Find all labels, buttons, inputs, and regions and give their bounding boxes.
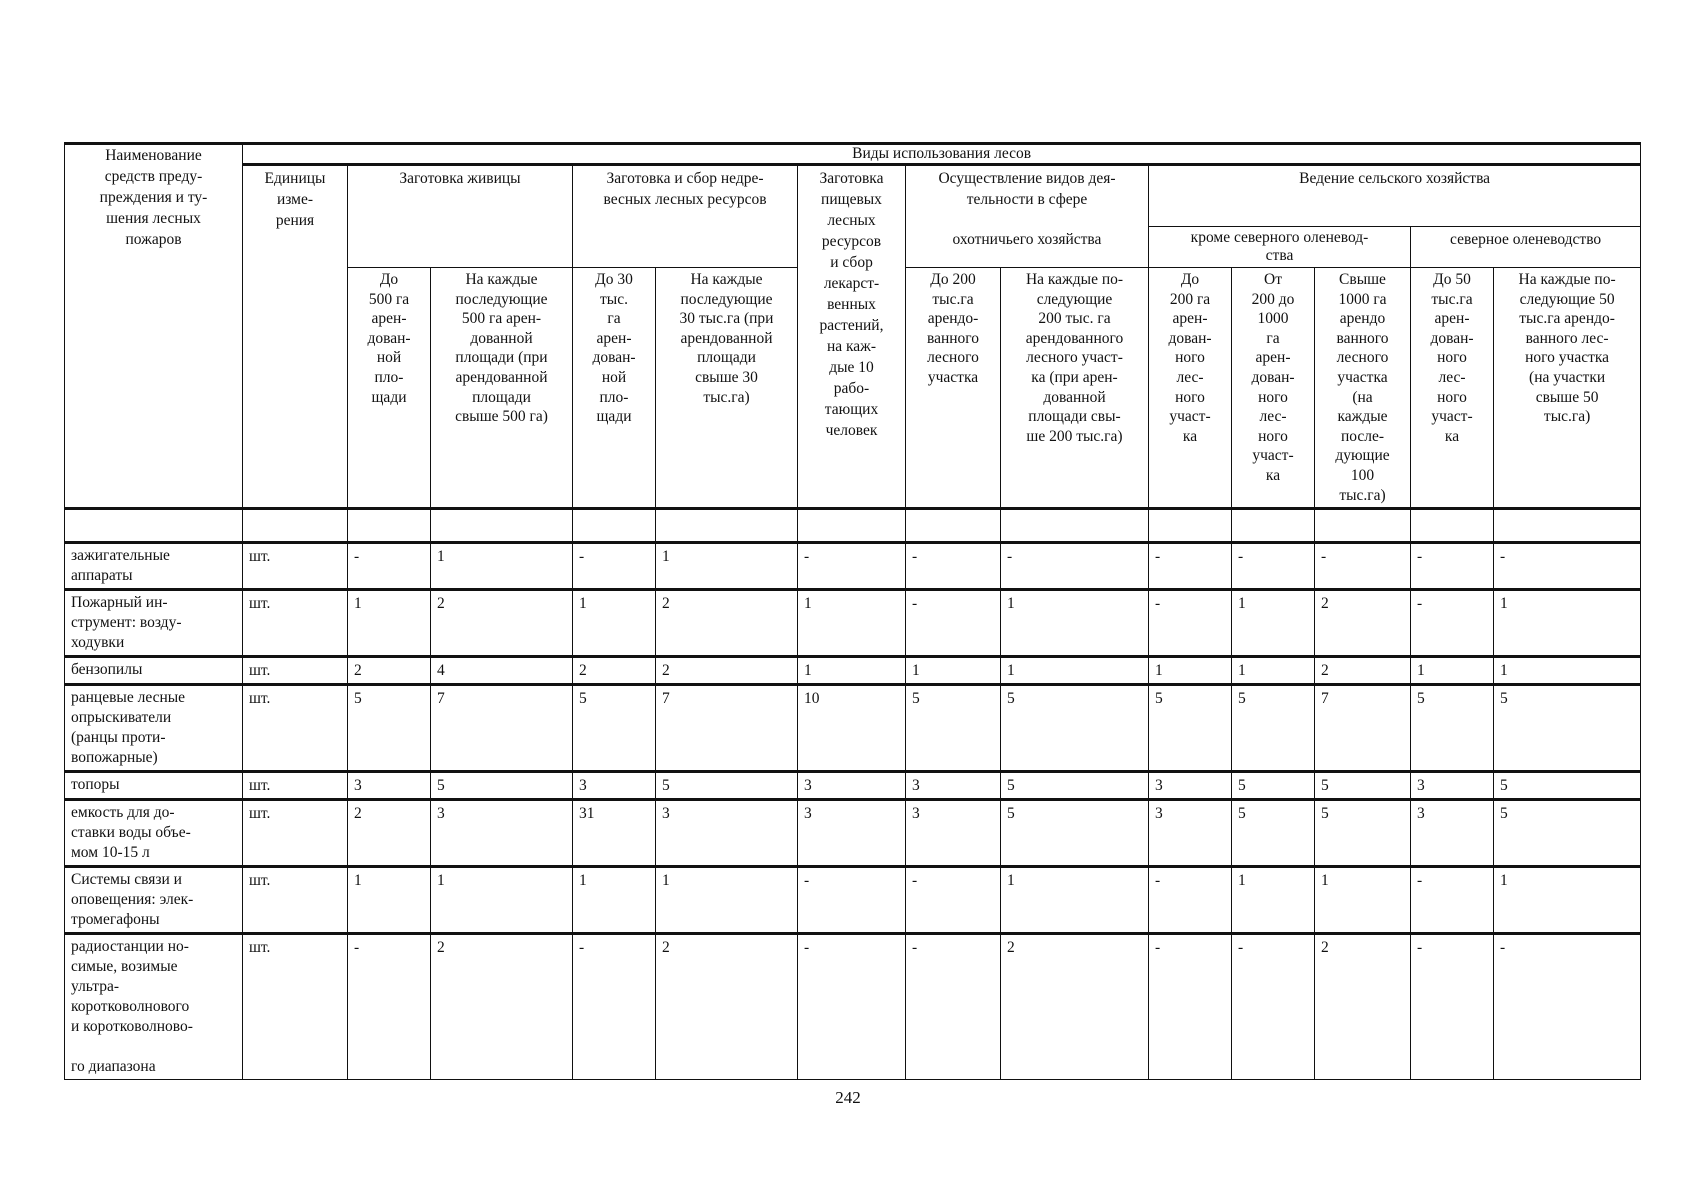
row-value-cell: 1 <box>348 590 431 657</box>
row-value-cell: 2 <box>1001 934 1149 1080</box>
empty-cell <box>1315 509 1411 543</box>
row-unit-cell: шт. <box>243 934 348 1080</box>
row-value-cell: 2 <box>573 657 656 685</box>
header-units-column: Единицы изме- рения <box>243 165 348 509</box>
row-unit-cell: шт. <box>243 685 348 772</box>
row-value-cell: 1 <box>906 657 1001 685</box>
row-name-cell: топоры <box>65 772 243 800</box>
row-value-cell: 1 <box>1411 657 1494 685</box>
table-row <box>65 685 1641 772</box>
row-value-cell: - <box>1494 543 1641 590</box>
row-value-cell: 1 <box>1494 867 1641 934</box>
subheader-cell: До 30 тыс. га арен- дован- ной пло- щади <box>573 268 656 509</box>
subheader-cell: На каждые по- следующие 50 тыс.га арендо- ванного лес- ного участка (на участки свыше 50 тыс.га) <box>1494 268 1641 509</box>
row-value-cell: - <box>906 867 1001 934</box>
subheader-cell: До 50 тыс.га арен- дован- ного лес- ного участ- ка <box>1411 268 1494 509</box>
row-value-cell: 1 <box>1494 590 1641 657</box>
row-unit-cell: шт. <box>243 590 348 657</box>
row-value-cell: 3 <box>1411 772 1494 800</box>
empty-cell <box>798 509 906 543</box>
row-value-cell: 1 <box>1232 590 1315 657</box>
row-name-cell: зажигательные аппараты <box>65 543 243 590</box>
row-value-cell: 5 <box>1232 772 1315 800</box>
row-value-cell: 1 <box>1232 867 1315 934</box>
row-value-cell: - <box>906 543 1001 590</box>
row-value-cell: - <box>906 590 1001 657</box>
row-unit-cell: шт. <box>243 772 348 800</box>
header-resin-harvesting: Заготовка живицы <box>348 165 573 268</box>
row-value-cell: - <box>1411 543 1494 590</box>
row-value-cell: 1 <box>431 867 573 934</box>
table-row <box>65 934 1641 1080</box>
row-value-cell: - <box>906 934 1001 1080</box>
row-value-cell: 3 <box>798 772 906 800</box>
row-value-cell: - <box>1149 867 1232 934</box>
row-value-cell: 5 <box>1001 772 1149 800</box>
row-value-cell: - <box>1315 543 1411 590</box>
row-value-cell: 3 <box>573 772 656 800</box>
row-value-cell: 1 <box>656 867 798 934</box>
row-value-cell: 2 <box>1315 590 1411 657</box>
empty-cell <box>573 509 656 543</box>
row-value-cell: 5 <box>1001 685 1149 772</box>
empty-cell <box>243 509 348 543</box>
row-value-cell: 5 <box>1232 685 1315 772</box>
table-body <box>65 543 1641 1080</box>
row-value-cell: - <box>1411 867 1494 934</box>
row-value-cell: - <box>1411 934 1494 1080</box>
empty-cell <box>348 509 431 543</box>
row-value-cell: - <box>798 867 906 934</box>
row-value-cell: 5 <box>348 685 431 772</box>
table-row <box>65 543 1641 590</box>
header-non-timber-resources: Заготовка и сбор недре- весных лесных ресурсов <box>573 165 798 268</box>
row-value-cell: 2 <box>431 934 573 1080</box>
table-row <box>65 590 1641 657</box>
row-value-cell: 5 <box>1001 800 1149 867</box>
row-value-cell: 1 <box>1232 657 1315 685</box>
row-value-cell: 5 <box>1411 685 1494 772</box>
row-value-cell: 3 <box>656 800 798 867</box>
row-value-cell: - <box>798 543 906 590</box>
row-name-cell: емкость для до- ставки воды объе- мом 10-15 л <box>65 800 243 867</box>
row-value-cell: 1 <box>1149 657 1232 685</box>
row-value-cell: 2 <box>1315 657 1411 685</box>
row-value-cell: 31 <box>573 800 656 867</box>
row-value-cell: 1 <box>573 867 656 934</box>
header-forest-use-types: Виды использования лесов <box>243 144 1641 165</box>
row-value-cell: 5 <box>906 685 1001 772</box>
row-value-cell: 5 <box>1494 772 1641 800</box>
row-value-cell: 7 <box>1315 685 1411 772</box>
row-value-cell: 2 <box>656 657 798 685</box>
row-value-cell: 7 <box>656 685 798 772</box>
row-value-cell: - <box>1411 590 1494 657</box>
row-value-cell: 3 <box>906 800 1001 867</box>
header-name-column: Наименование средств преду- преждения и ту- шения лесных пожаров <box>65 144 243 509</box>
row-value-cell: 2 <box>656 590 798 657</box>
header-hunting-bottom: охотничьего хозяйства <box>906 227 1149 268</box>
row-value-cell: 2 <box>348 800 431 867</box>
row-value-cell: - <box>573 543 656 590</box>
subheader-cell: От 200 до 1000 га арен- дован- ного лес- ного участ- ка <box>1232 268 1315 509</box>
row-value-cell: 1 <box>1001 657 1149 685</box>
table-row <box>65 657 1641 685</box>
subheader-cell: Свыше 1000 га арендо ванного лесного участка (на каждые после- дующие 100 тыс.га) <box>1315 268 1411 509</box>
header-food-resources: Заготовка пищевых лесных ресурсов и сбор лекарст- венных растений, на каж- дые 10 рабо- тающих человек <box>798 165 906 509</box>
header-northern-reindeer: северное оленеводство <box>1411 227 1641 268</box>
row-value-cell: - <box>573 934 656 1080</box>
row-value-cell: 1 <box>1001 867 1149 934</box>
row-value-cell: 2 <box>348 657 431 685</box>
row-value-cell: 3 <box>1411 800 1494 867</box>
empty-cell <box>1232 509 1315 543</box>
row-value-cell: 1 <box>431 543 573 590</box>
row-unit-cell: шт. <box>243 543 348 590</box>
subheader-cell: На каждые последующие 30 тыс.га (при арендованной площади свыше 30 тыс.га) <box>656 268 798 509</box>
row-name-cell: радиостанции но- симые, возимые ультра- коротковолнового и коротковолново- го диапазона <box>65 934 243 1080</box>
header-agriculture: Ведение сельского хозяйства <box>1149 165 1641 227</box>
row-value-cell: - <box>348 934 431 1080</box>
row-value-cell: 1 <box>1315 867 1411 934</box>
empty-cell <box>1494 509 1641 543</box>
row-name-cell: Пожарный ин- струмент: возду- ходувки <box>65 590 243 657</box>
table-row <box>65 772 1641 800</box>
row-value-cell: 3 <box>1149 800 1232 867</box>
row-value-cell: 5 <box>1232 800 1315 867</box>
subheader-cell: На каждые последующие 500 га арен- дованной площади (при арендованной площади свыше 500 га) <box>431 268 573 509</box>
row-value-cell: 4 <box>431 657 573 685</box>
row-value-cell: 5 <box>431 772 573 800</box>
row-value-cell: 3 <box>798 800 906 867</box>
forest-fire-equipment-table <box>64 142 1641 1080</box>
row-value-cell: - <box>1149 543 1232 590</box>
subheader-cell: До 500 га арен- дован- ной пло- щади <box>348 268 431 509</box>
row-value-cell: 2 <box>431 590 573 657</box>
empty-cell <box>1411 509 1494 543</box>
row-value-cell: 1 <box>573 590 656 657</box>
row-value-cell: - <box>1149 934 1232 1080</box>
page-number: 242 <box>835 1088 861 1107</box>
row-value-cell: 1 <box>1494 657 1641 685</box>
row-value-cell: 5 <box>656 772 798 800</box>
row-value-cell: 1 <box>798 590 906 657</box>
row-value-cell: 3 <box>906 772 1001 800</box>
subheader-cell: На каждые по- следующие 200 тыс. га арендованного лесного участ- ка (при арен- дованной площади свы- ше 200 тыс.га) <box>1001 268 1149 509</box>
empty-cell <box>1149 509 1232 543</box>
empty-cell <box>1001 509 1149 543</box>
empty-cell <box>656 509 798 543</box>
row-value-cell: 3 <box>431 800 573 867</box>
row-value-cell: 2 <box>1315 934 1411 1080</box>
row-value-cell: - <box>1001 543 1149 590</box>
row-value-cell: - <box>798 934 906 1080</box>
row-value-cell: - <box>348 543 431 590</box>
subheader-cell: До 200 га арен- дован- ного лес- ного участ- ка <box>1149 268 1232 509</box>
row-unit-cell: шт. <box>243 867 348 934</box>
row-value-cell: 2 <box>656 934 798 1080</box>
row-value-cell: 5 <box>1494 800 1641 867</box>
row-name-cell: ранцевые лесные опрыскиватели (ранцы проти- вопожарные) <box>65 685 243 772</box>
row-value-cell: 10 <box>798 685 906 772</box>
row-value-cell: 1 <box>656 543 798 590</box>
row-value-cell: 5 <box>1149 685 1232 772</box>
row-value-cell: 7 <box>431 685 573 772</box>
row-value-cell: 1 <box>1001 590 1149 657</box>
row-value-cell: 1 <box>798 657 906 685</box>
row-unit-cell: шт. <box>243 657 348 685</box>
row-name-cell: бензопилы <box>65 657 243 685</box>
table-row <box>65 867 1641 934</box>
row-unit-cell: шт. <box>243 800 348 867</box>
subheader-cell: До 200 тыс.га арендо- ванного лесного участка <box>906 268 1001 509</box>
row-name-cell: Системы связи и оповещения: элек- тромегафоны <box>65 867 243 934</box>
empty-cell <box>65 509 243 543</box>
row-value-cell: - <box>1494 934 1641 1080</box>
empty-cell <box>906 509 1001 543</box>
table-row <box>65 800 1641 867</box>
row-value-cell: - <box>1232 543 1315 590</box>
row-value-cell: 3 <box>348 772 431 800</box>
row-value-cell: 1 <box>348 867 431 934</box>
row-value-cell: - <box>1149 590 1232 657</box>
row-value-cell: 5 <box>573 685 656 772</box>
row-value-cell: 5 <box>1315 772 1411 800</box>
header-except-reindeer: кроме северного оленевод- ства <box>1149 227 1411 268</box>
empty-cell <box>431 509 573 543</box>
row-value-cell: 5 <box>1315 800 1411 867</box>
row-value-cell: - <box>1232 934 1315 1080</box>
header-hunting-top: Осуществление видов дея- тельности в сфере <box>906 165 1149 227</box>
row-value-cell: 5 <box>1494 685 1641 772</box>
row-value-cell: 3 <box>1149 772 1232 800</box>
